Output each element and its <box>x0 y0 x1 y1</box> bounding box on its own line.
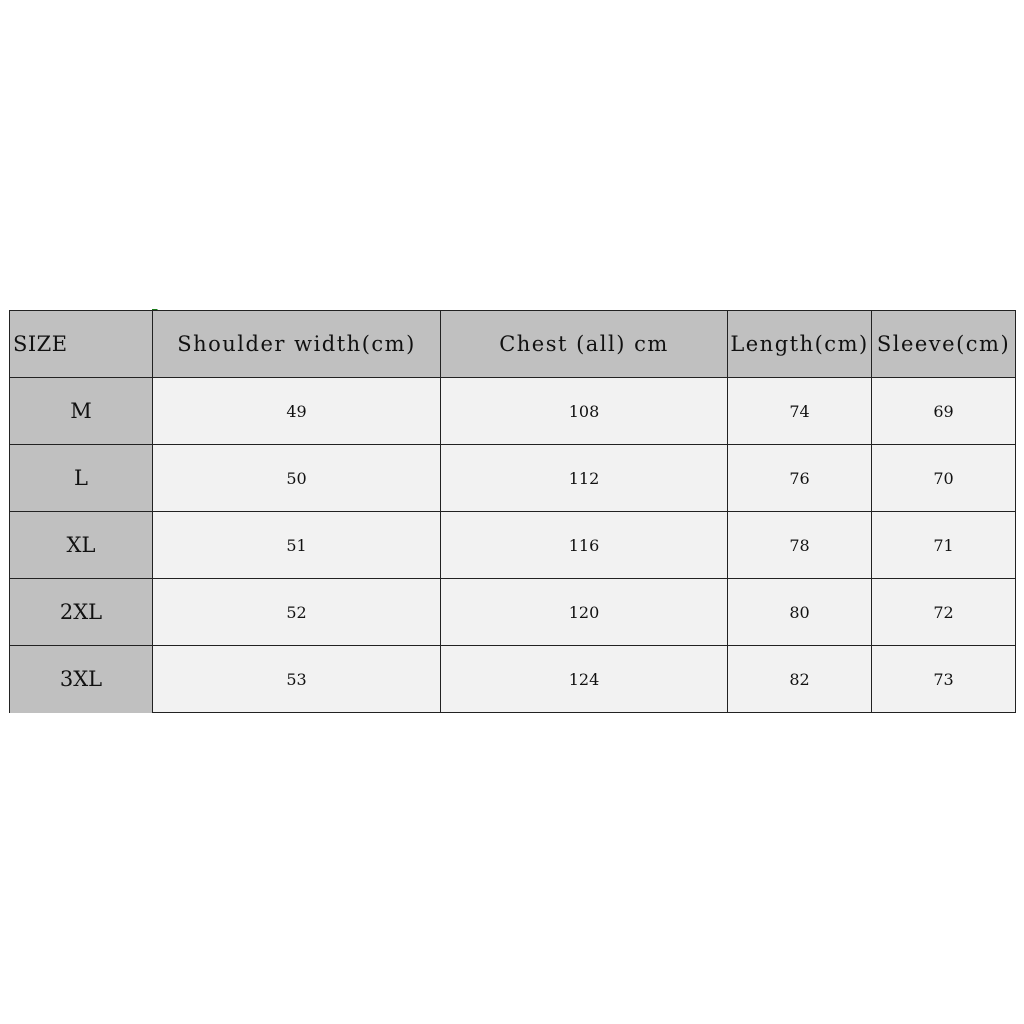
header-row <box>10 311 1016 378</box>
shoulder-width-value: 52 <box>153 579 441 646</box>
sleeve-value: 70 <box>872 445 1016 512</box>
chest-value: 120 <box>441 579 728 646</box>
sleeve-value: 73 <box>872 646 1016 713</box>
shoulder-width-value: 50 <box>153 445 441 512</box>
sleeve-value: 69 <box>872 378 1016 445</box>
table-row <box>10 579 1016 646</box>
chest-value: 112 <box>441 445 728 512</box>
chest-value: 124 <box>441 646 728 713</box>
header-shoulder-width: Shoulder width(cm) <box>153 311 441 378</box>
size-label: XL <box>10 512 153 579</box>
table-row <box>10 512 1016 579</box>
shoulder-width-value: 49 <box>153 378 441 445</box>
chest-value: 116 <box>441 512 728 579</box>
header-size: SIZE <box>10 311 153 378</box>
size-label: L <box>10 445 153 512</box>
length-value: 82 <box>728 646 872 713</box>
size-label: M <box>10 378 153 445</box>
header-chest: Chest (all) cm <box>441 311 728 378</box>
length-value: 74 <box>728 378 872 445</box>
size-chart-table <box>9 310 1016 713</box>
chest-value: 108 <box>441 378 728 445</box>
sleeve-value: 71 <box>872 512 1016 579</box>
table-row <box>10 646 1016 713</box>
sleeve-value: 72 <box>872 579 1016 646</box>
length-value: 76 <box>728 445 872 512</box>
table-row <box>10 445 1016 512</box>
length-value: 80 <box>728 579 872 646</box>
size-label: 2XL <box>10 579 153 646</box>
shoulder-width-value: 53 <box>153 646 441 713</box>
table-row <box>10 378 1016 445</box>
header-sleeve: Sleeve(cm) <box>872 311 1016 378</box>
length-value: 78 <box>728 512 872 579</box>
size-label: 3XL <box>10 646 153 713</box>
header-length: Length(cm) <box>728 311 872 378</box>
shoulder-width-value: 51 <box>153 512 441 579</box>
